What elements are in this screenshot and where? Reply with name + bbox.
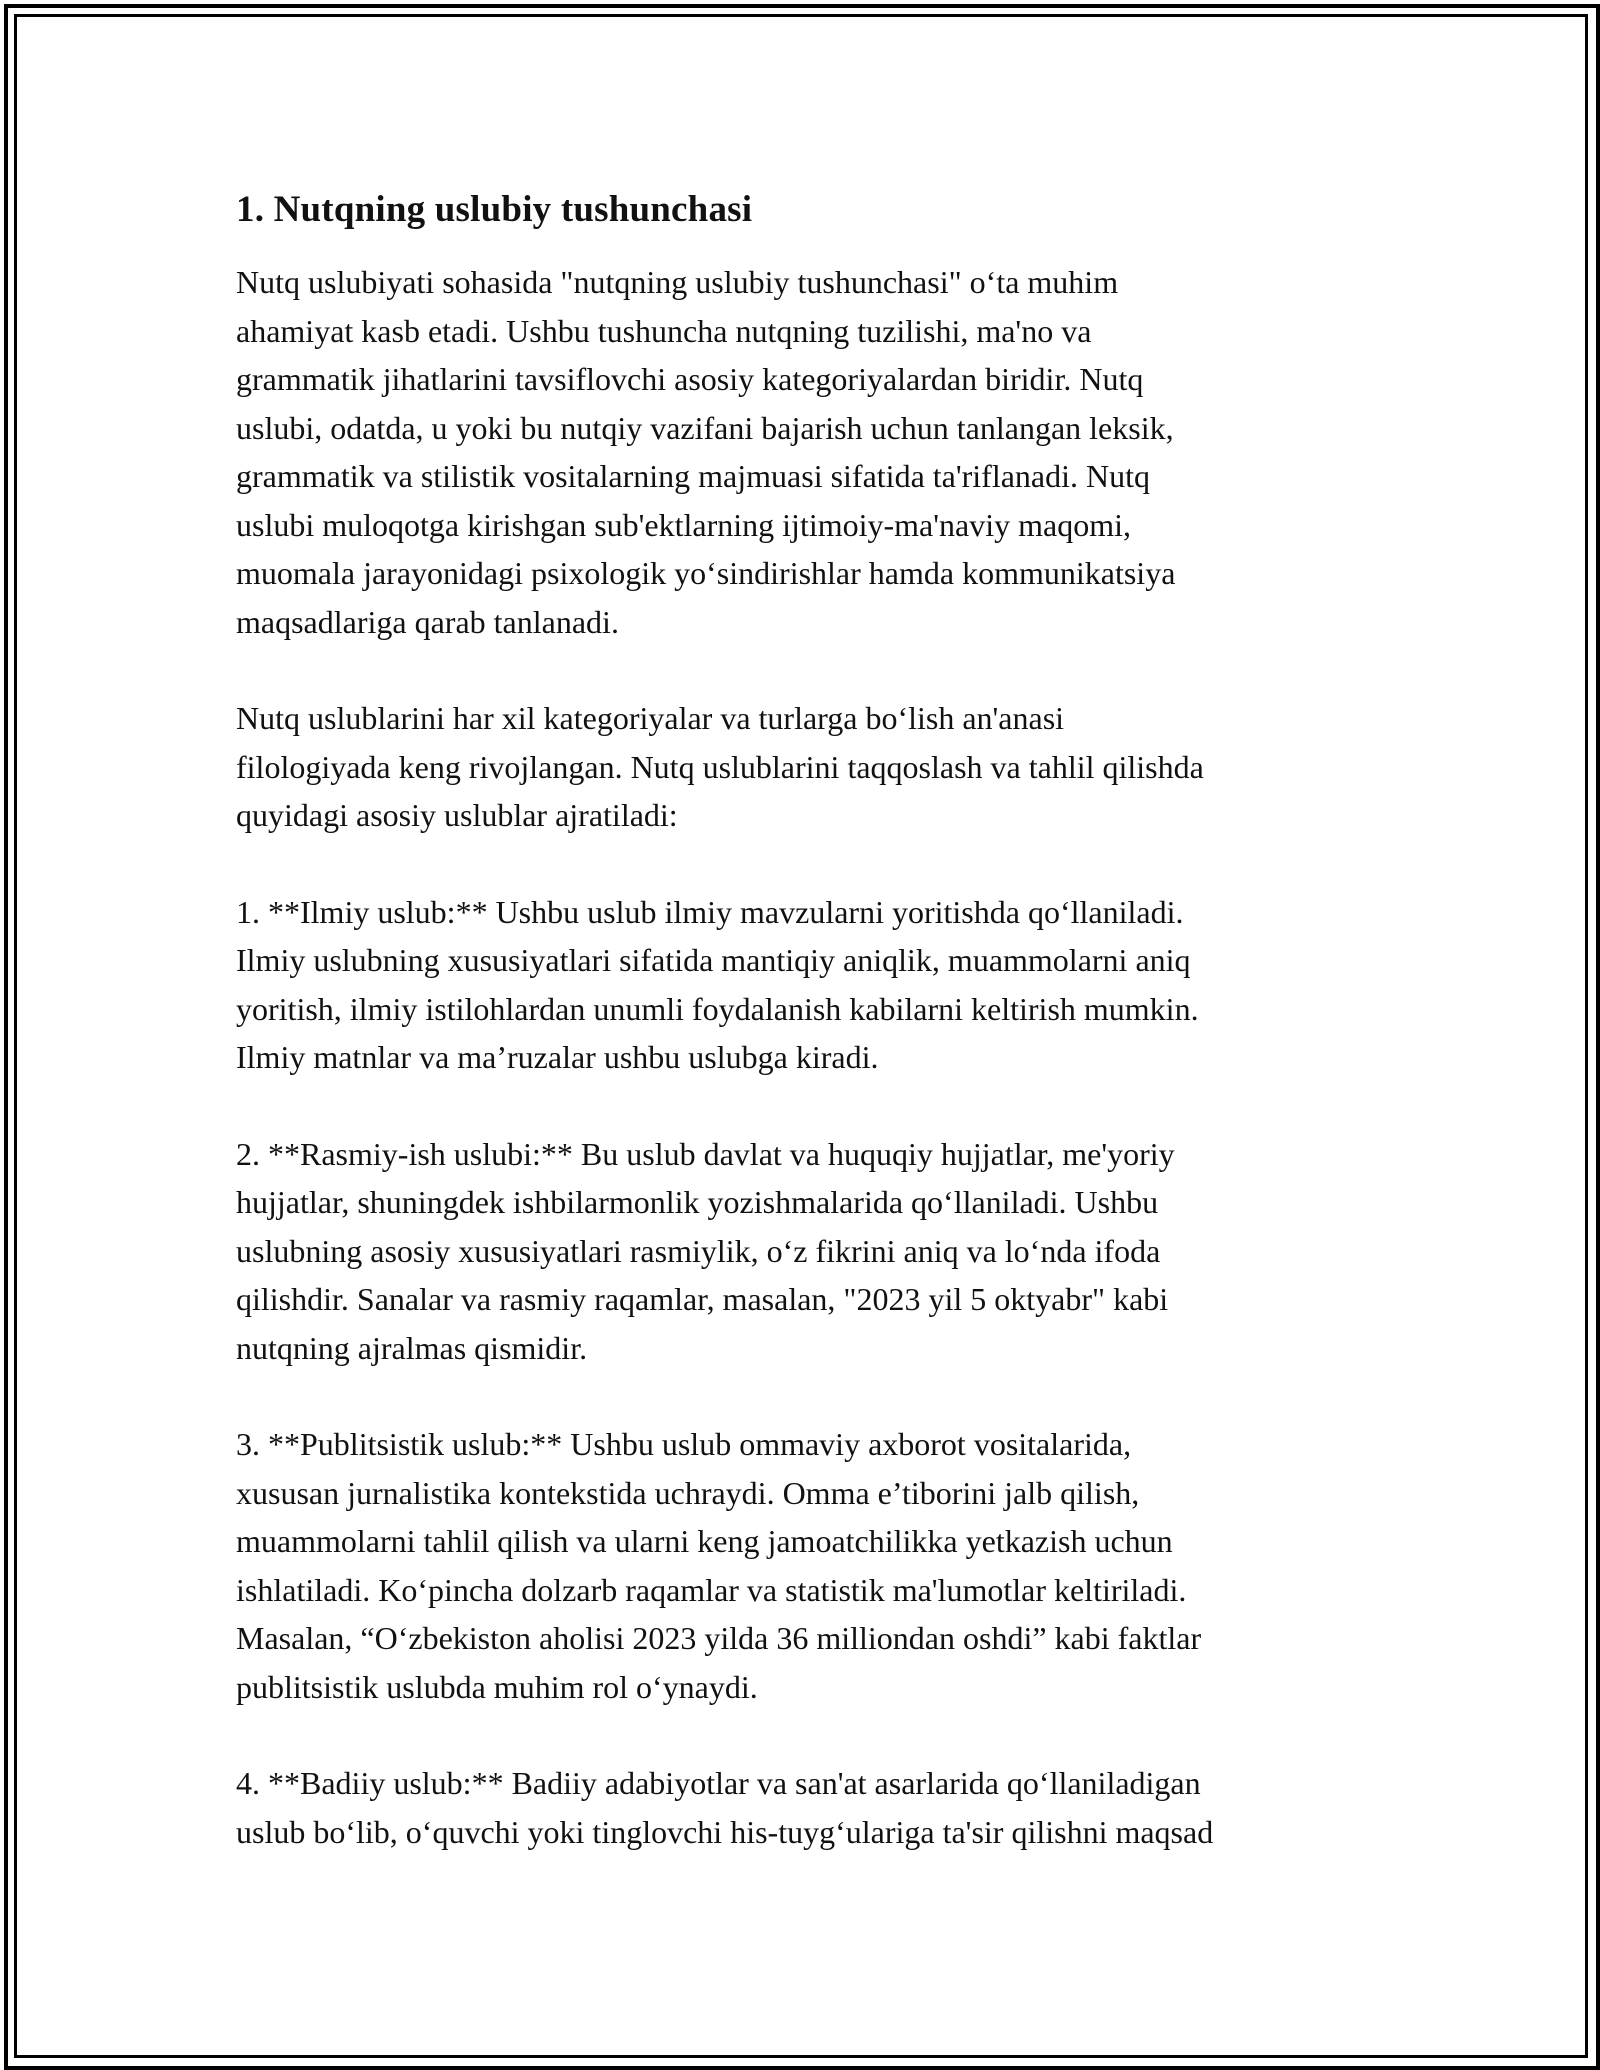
- list-item-journalistic-style: 3. **Publitsistik uslub:** Ushbu uslub ommaviy axborot vositalarida, xususan jurnalistika kontekstida uchraydi. Omma e’tiborini jalb qilish, muammolarni tahlil qilish va ularni keng jamoatchilikka yetkazish uchun ishlatiladi. Ko‘pincha dolzarb raqamlar va statistik ma'lumotlar keltiriladi. Masalan, “O‘zbekiston aholisi 2023 yilda 36 milliondan oshdi” kabi faktlar publitsistik uslubda muhim rol o‘ynaydi.: [236, 1426, 1202, 1705]
- document-body: [236, 186, 1376, 1904]
- paragraph-intro: Nutq uslubiyati sohasida "nutqning uslubiy tushunchasi" o‘ta muhim ahamiyat kasb etadi. Ushbu tushuncha nutqning tuzilishi, ma'no va grammatik jihatlarini tavsiflovchi asosiy kategoriyalardan biridir. Nutq uslubi, odatda, u yoki bu nutqiy vazifani bajarish uchun tanlangan leksik, grammatik va stilistik vositalarning majmuasi sifatida ta'riflanadi. Nutq uslubi muloqotga kirishgan sub'ektlarning ijtimoiy-ma'naviy maqomi, muomala jarayonidagi psixologik yo‘sindirishlar hamda kommunikatsiya maqsadlariga qarab tanlanadi.: [236, 264, 1176, 640]
- list-item-official-style: 2. **Rasmiy-ish uslubi:** Bu uslub davlat va huquqiy hujjatlar, me'yoriy hujjatlar, shuningdek ishbilarmonlik yozishmalarida qo‘llaniladi. Ushbu uslubning asosiy xususiyatlari rasmiylik, o‘z fikrini aniq va lo‘nda ifoda qilishdir. Sanalar va rasmiy raqamlar, masalan, "2023 yil 5 oktyabr" kabi nutqning ajralmas qismidir.: [236, 1135, 1175, 1366]
- section-heading: 1. Nutqning uslubiy tushunchasi: [236, 189, 753, 230]
- paragraph-classification: Nutq uslublarini har xil kategoriyalar va turlarga bo‘lish an'anasi filologiyada keng rivojlangan. Nutq uslublarini taqqoslash va tahlil qilishda quyidagi asosiy uslublar ajratiladi:: [236, 700, 1204, 833]
- list-item-scientific-style: 1. **Ilmiy uslub:** Ushbu uslub ilmiy mavzularni yoritishda qo‘llaniladi. Ilmiy uslubning xususiyatlari sifatida mantiqiy aniqlik, muammolarni aniq yoritish, ilmiy istilohlardan unumli foydalanish kabilarni keltirish mumkin. Ilmiy matnlar va ma’ruzalar ushbu uslubga kiradi.: [236, 893, 1199, 1075]
- list-item-artistic-style: 4. **Badiiy uslub:** Badiiy adabiyotlar va san'at asarlarida qo‘llaniladigan uslub bo‘lib, o‘quvchi yoki tinglovchi his-tuyg‘ulariga ta'sir qilishni maqsad: [236, 1765, 1214, 1850]
